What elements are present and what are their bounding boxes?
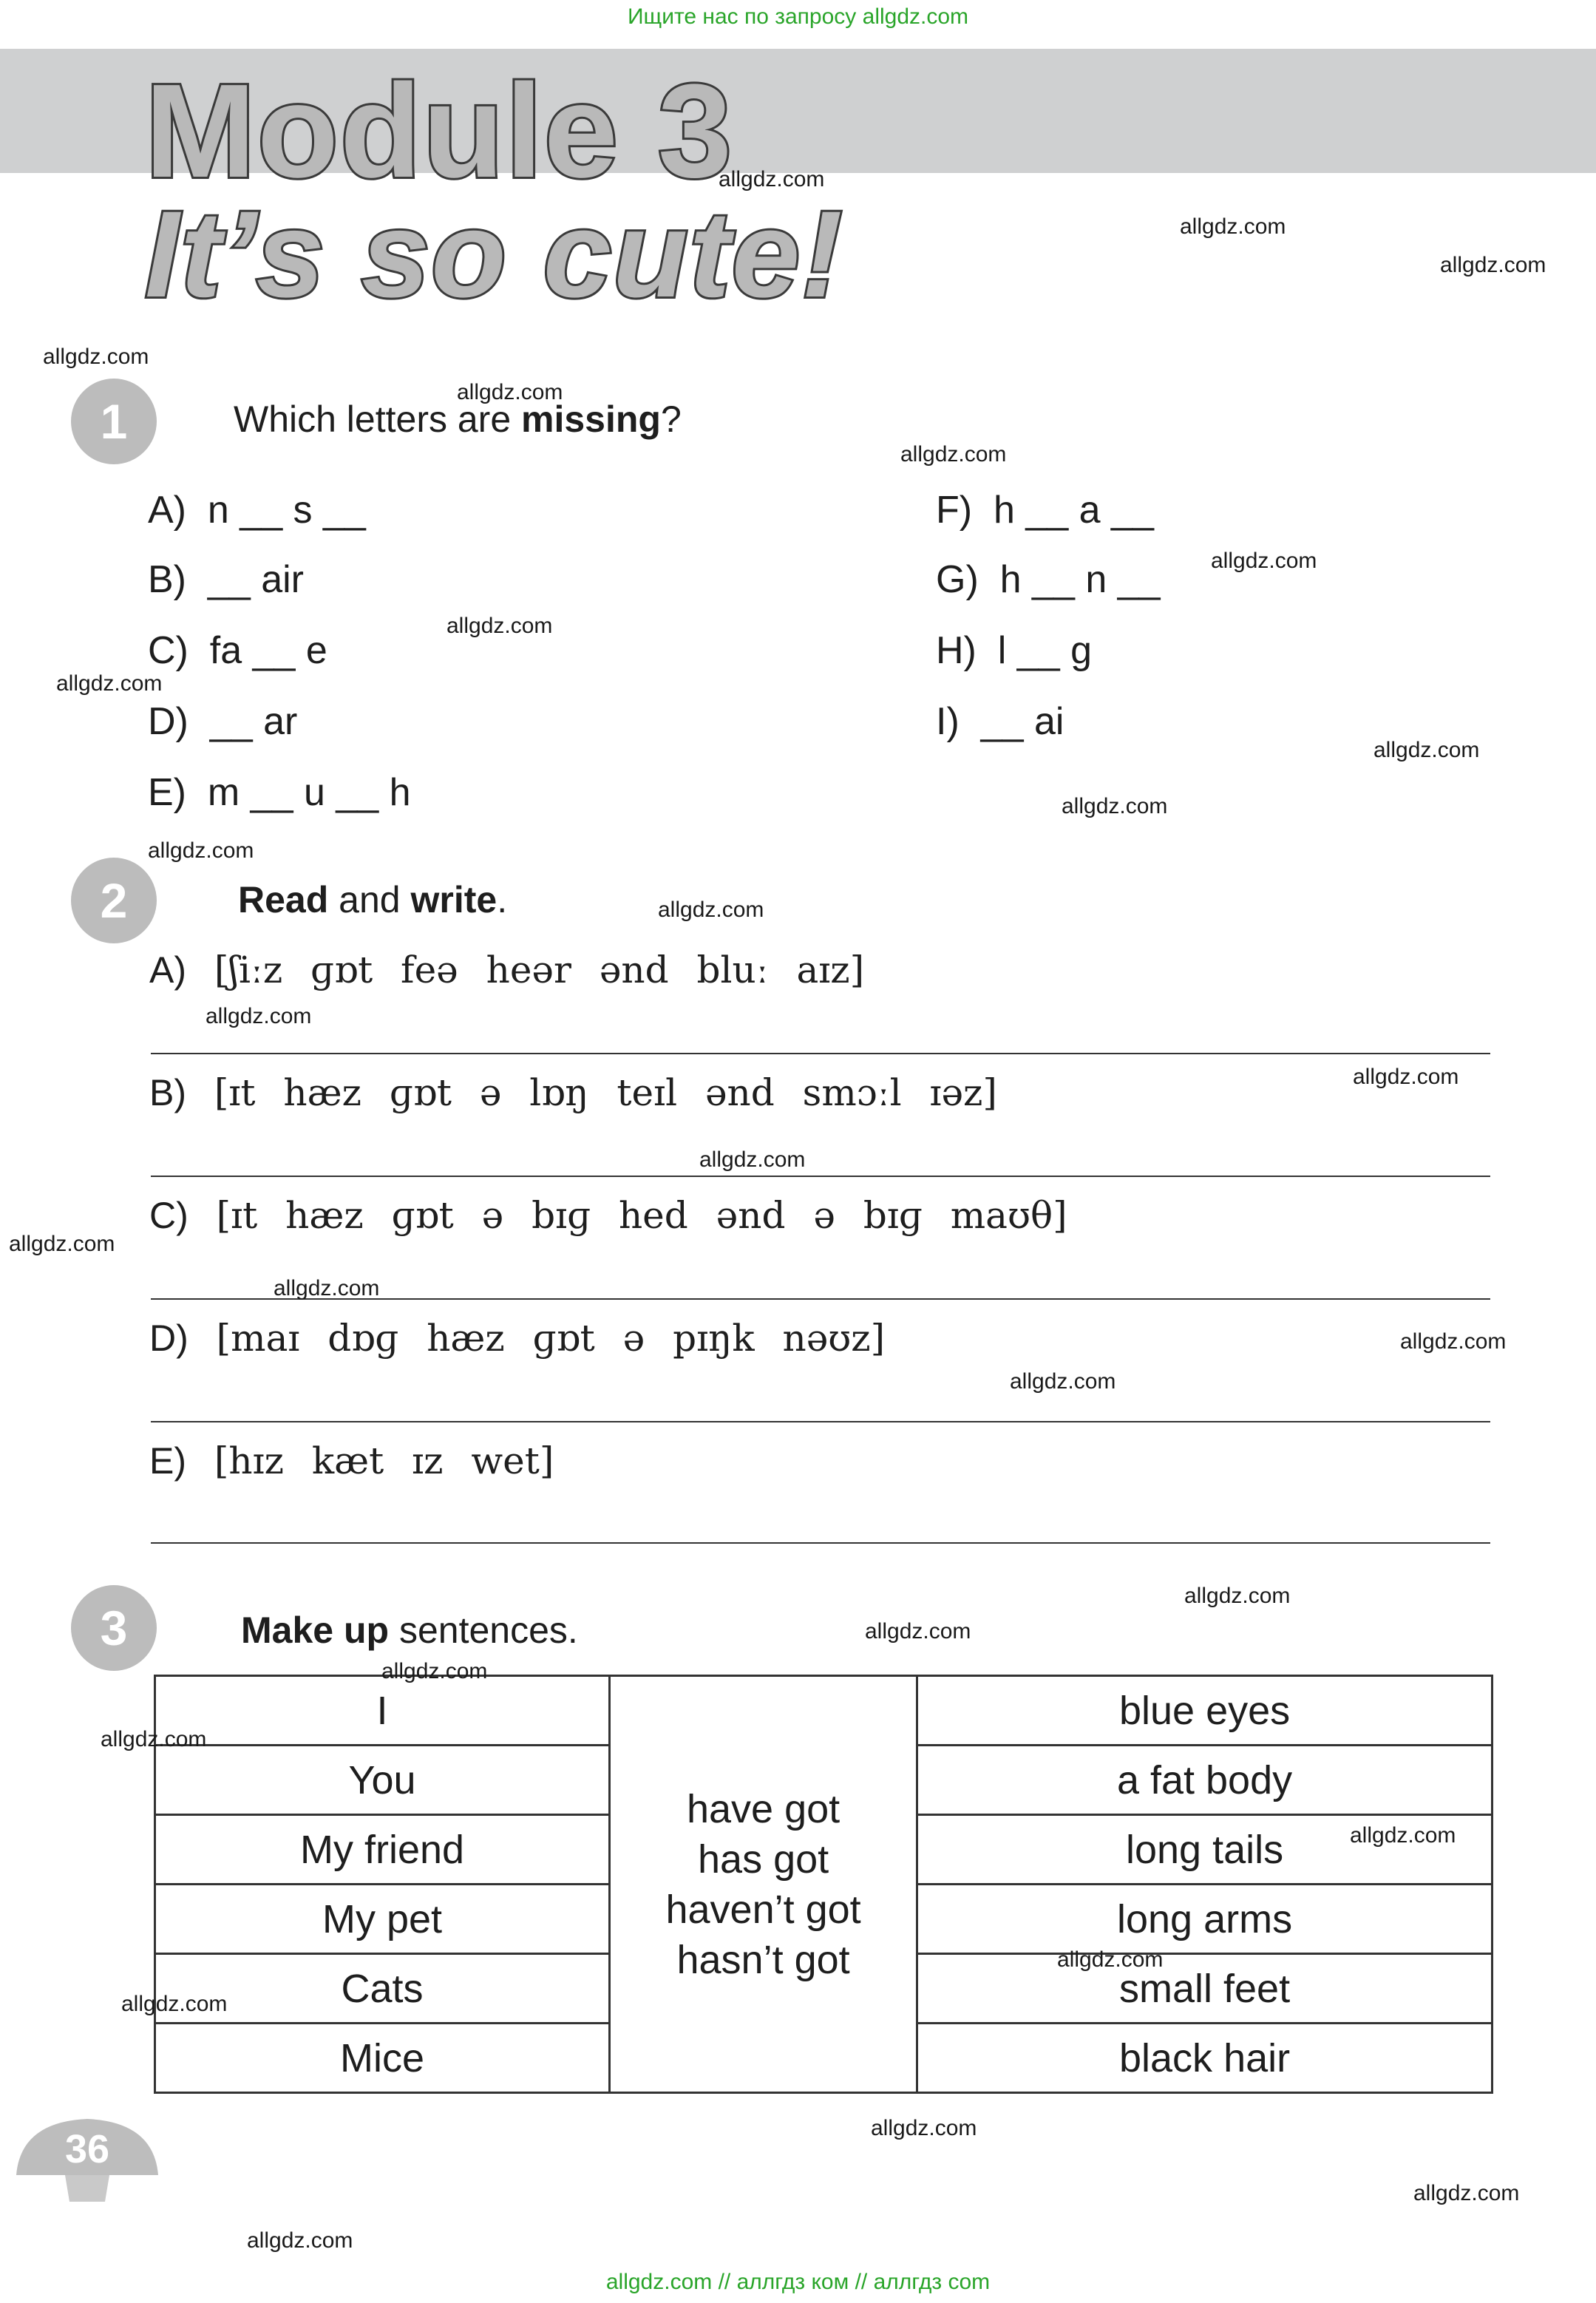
object-cell: small feet: [917, 1954, 1493, 2024]
subject-cell: My pet: [155, 1885, 610, 1954]
verb-option: haven’t got: [665, 1887, 861, 1932]
ex2-item-c: C) [ɪt hæz ɡɒt ə bɪɡ hed ənd ə bɪɡ maʊθ]: [149, 1194, 1067, 1237]
ex2-answer-line-b[interactable]: [151, 1176, 1490, 1177]
exercise-3-heading: Make up sentences.: [241, 1610, 578, 1651]
watermark: allgdz.com: [247, 2228, 353, 2253]
object-cell: black hair: [917, 2024, 1493, 2093]
watermark: allgdz.com: [43, 345, 149, 369]
module-title: Module 3: [145, 57, 734, 206]
module-subtitle: It’s so cute!: [145, 186, 844, 323]
exercise-1-number: 1: [71, 379, 157, 464]
watermark: allgdz.com: [699, 1147, 806, 1172]
watermark: allgdz.com: [1373, 738, 1480, 762]
ex1-item-a: A) n __ s __: [148, 489, 366, 532]
subject-cell: I: [155, 1676, 610, 1746]
ex1-item-b: B) __ air: [148, 558, 304, 601]
object-cell: blue eyes: [917, 1676, 1493, 1746]
ex2-answer-line-a[interactable]: [151, 1053, 1490, 1054]
ex2-item-b: B) [ɪt hæz ɡɒt ə lɒŋ teɪl ənd smɔːl ɪəz]: [149, 1071, 997, 1114]
watermark: allgdz.com: [900, 442, 1007, 467]
object-cell: a fat body: [917, 1746, 1493, 1815]
ex1-item-g: G) h __ n __: [936, 558, 1161, 601]
exercise-2-heading: Read and write.: [238, 879, 508, 920]
watermark: allgdz.com: [446, 614, 553, 638]
verb-option: has got: [698, 1836, 829, 1882]
watermark: allgdz.com: [658, 898, 764, 922]
site-footer[interactable]: allgdz.com // аллгдз ком // аллгдз com: [605, 2270, 991, 2294]
watermark: allgdz.com: [865, 1619, 971, 1644]
subject-cell: Mice: [155, 2024, 610, 2093]
watermark: allgdz.com: [148, 838, 254, 863]
watermark: allgdz.com: [1400, 1329, 1507, 1354]
watermark: allgdz.com: [719, 167, 825, 191]
watermark: allgdz.com: [206, 1004, 312, 1028]
ex1-item-d: D) __ ar: [148, 700, 298, 743]
ex1-item-h: H) l __ g: [936, 629, 1092, 672]
subject-cell: My friend: [155, 1815, 610, 1885]
exercise-2-number: 2: [71, 858, 157, 943]
watermark: allgdz.com: [101, 1727, 207, 1751]
watermark: allgdz.com: [1010, 1369, 1116, 1394]
watermark: allgdz.com: [1440, 253, 1546, 277]
watermark: allgdz.com: [1350, 1823, 1456, 1848]
ex2-item-e: E) [hɪz kæt ɪz wet]: [149, 1439, 554, 1482]
ex1-item-e: E) m __ u __ h: [148, 771, 411, 814]
page-number: 36: [64, 2127, 110, 2171]
watermark: allgdz.com: [1062, 794, 1168, 818]
watermark: allgdz.com: [274, 1276, 380, 1300]
page-number-badge: [13, 2114, 161, 2203]
watermark: allgdz.com: [1211, 549, 1317, 573]
watermark: allgdz.com: [1180, 214, 1286, 239]
watermark: allgdz.com: [56, 671, 163, 696]
watermark: allgdz.com: [121, 1992, 228, 2016]
watermark: allgdz.com: [1057, 1947, 1164, 1972]
object-cell: long arms: [917, 1885, 1493, 1954]
watermark: allgdz.com: [381, 1659, 488, 1683]
make-up-sentences-table: [154, 1675, 1493, 2094]
watermark: allgdz.com: [9, 1232, 115, 1256]
verb-option: hasn’t got: [676, 1937, 850, 1982]
ex2-item-a: A) [ʃiːz ɡɒt feə heər ənd bluː aɪz]: [149, 949, 865, 991]
exercise-3-number: 3: [71, 1585, 157, 1671]
ex1-item-c: C) fa __ e: [148, 629, 327, 672]
subject-cell: Cats: [155, 1954, 610, 2024]
ex2-answer-line-e[interactable]: [151, 1542, 1490, 1544]
ex1-item-i: I) __ ai: [936, 700, 1064, 743]
site-banner[interactable]: Ищите нас по запросу allgdz.com: [627, 4, 969, 29]
watermark: allgdz.com: [1353, 1065, 1459, 1089]
object-cell: long tails: [917, 1815, 1493, 1885]
subject-cell: You: [155, 1746, 610, 1815]
watermark: allgdz.com: [871, 2116, 977, 2140]
watermark: allgdz.com: [1413, 2181, 1520, 2205]
exercise-1-heading: Which letters are missing?: [234, 398, 682, 440]
ex2-answer-line-d[interactable]: [151, 1421, 1490, 1422]
verb-option: have got: [686, 1786, 841, 1831]
watermark: allgdz.com: [1184, 1584, 1291, 1608]
ex2-item-d: D) [maɪ dɒɡ hæz ɡɒt ə pɪŋk nəʊz]: [149, 1317, 886, 1360]
verb-cell: [610, 1676, 917, 2093]
watermark: allgdz.com: [457, 380, 563, 404]
ex1-item-f: F) h __ a __: [936, 489, 1154, 532]
